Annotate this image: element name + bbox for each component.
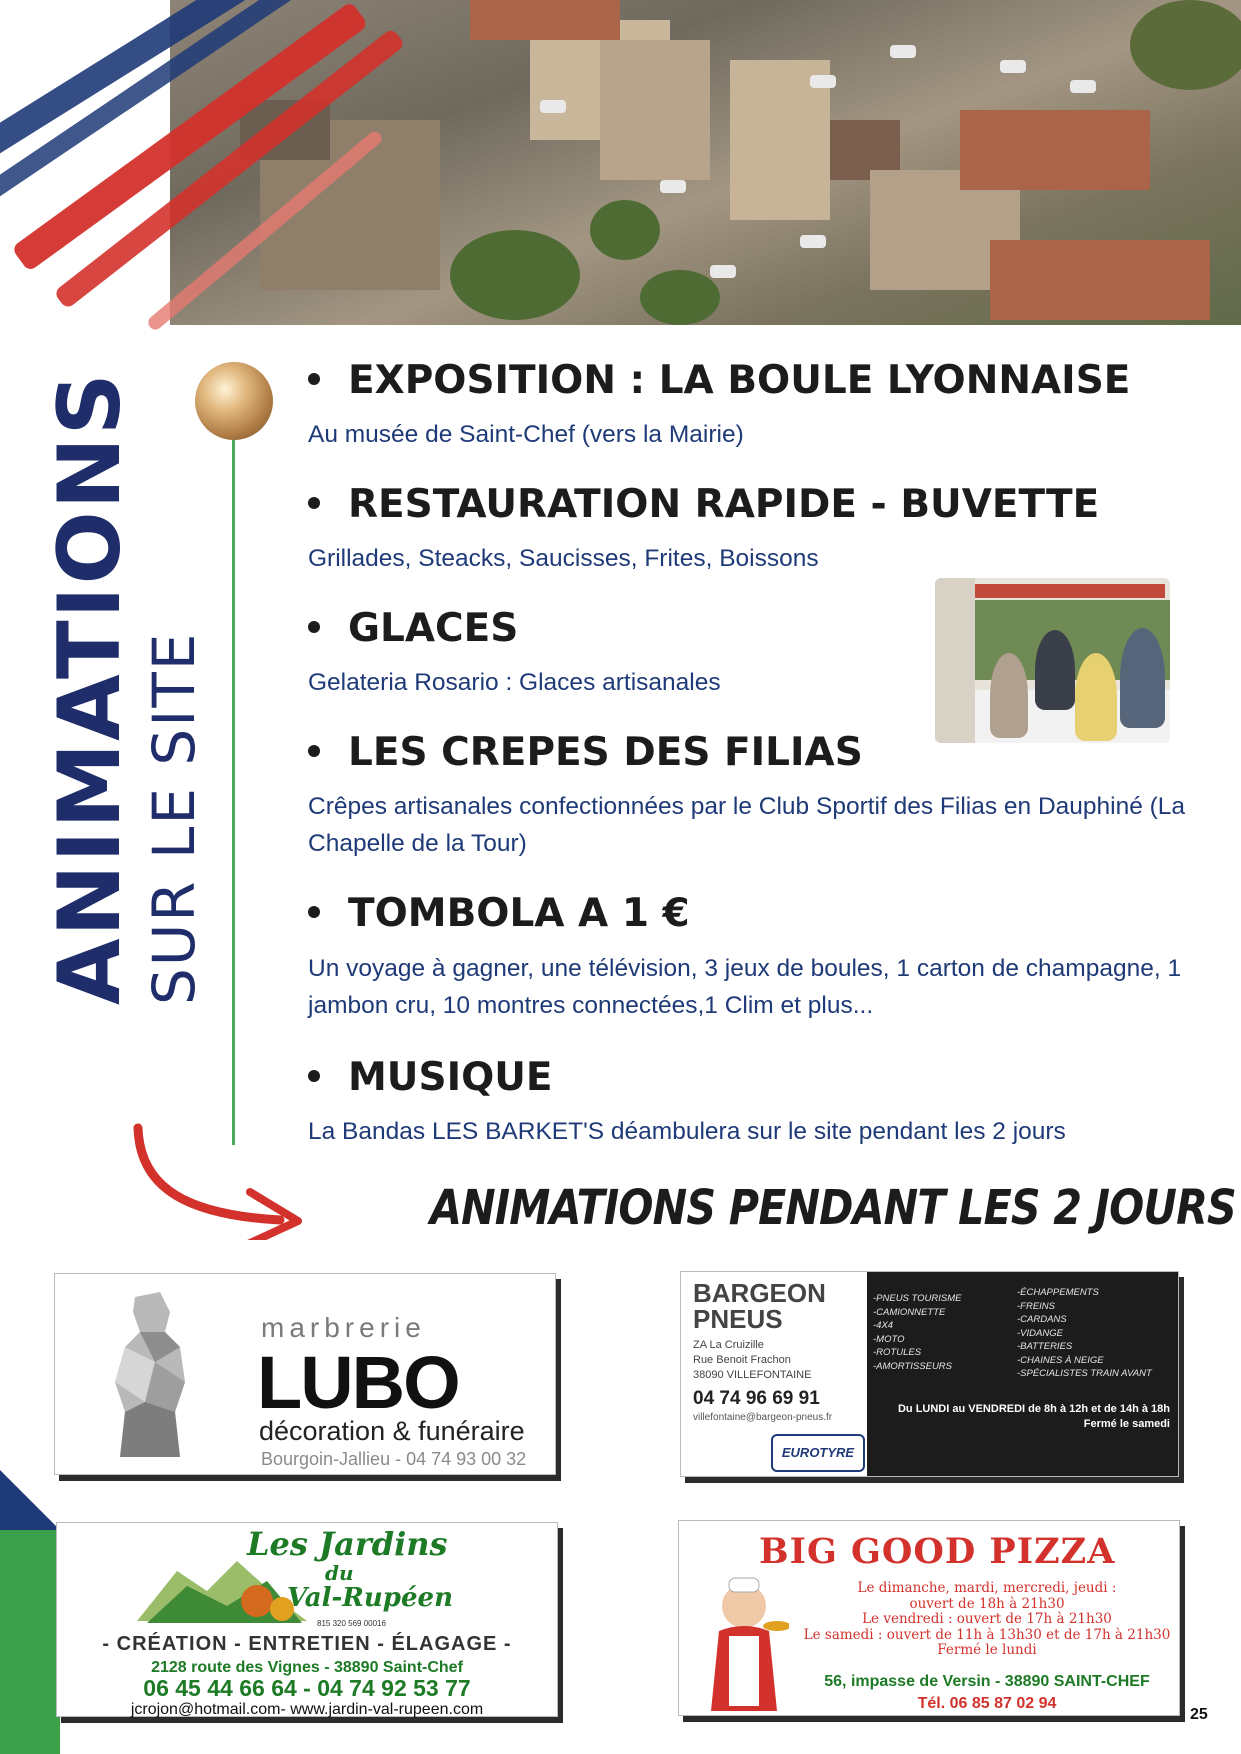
bullet-icon (308, 497, 320, 509)
item-title: RESTAURATION RAPIDE - BUVETTE (308, 482, 1099, 527)
jardins-name1: Les Jardins (247, 1525, 448, 1563)
item-desc: Au musée de Saint-Chef (vers la Mairie) (308, 421, 744, 448)
jardins-siret: 815 320 569 00016 (317, 1619, 386, 1628)
bargeon-email: villefontaine@bargeon-pneus.fr (693, 1412, 833, 1423)
stand-sign (975, 584, 1165, 598)
lubo-name: LUBO (257, 1341, 459, 1424)
item-desc: La Bandas LES BARKET'S déambulera sur le site pendant les 2 jours (308, 1118, 1066, 1145)
petanque-ball-image (195, 362, 273, 440)
jardins-contact: jcrojon@hotmail.com- www.jardin-val-rupeen.com (130, 1701, 484, 1718)
bullet-icon (308, 745, 320, 757)
bullet-icon (308, 621, 320, 633)
jardins-name2: du (325, 1561, 354, 1585)
ad-lubo[interactable] (54, 1273, 556, 1475)
item-title: EXPOSITION : LA BOULE LYONNAISE (308, 358, 1130, 403)
timeline-line (232, 440, 235, 1145)
ad-bargeon[interactable] (680, 1271, 1179, 1477)
eurotyre-logo: EUROTYRE (771, 1434, 865, 1472)
bullet-icon (308, 1070, 320, 1082)
landscape-logo-icon (137, 1551, 307, 1631)
item-desc: Un voyage à gagner, une télévision, 3 jeux de boules, 1 carton de champagne, 1 jambon cru, 10 montres connectées,1 Clim et plus... (308, 955, 1182, 1019)
pizza-address: 56, impasse de Versin - 38890 SAINT-CHEF (824, 1673, 1150, 1690)
statue-icon (85, 1292, 215, 1462)
bargeon-info (681, 1272, 867, 1476)
side-title (40, 371, 230, 1005)
red-arrow-icon (130, 1120, 310, 1240)
side-title-line1: ANIMATIONS (40, 371, 140, 1005)
lubo-brand-top: marbrerie (261, 1312, 426, 1343)
flag-brush-decoration (0, 0, 480, 330)
bargeon-hours: Du LUNDI au VENDREDI de 8h à 12h et de 14h à 18h Fermé le samedi (897, 1403, 1170, 1430)
services-right-list: -ÉCHAPPEMENTS -FREINS -CARDANS -VIDANGE -BATTERIES -CHAINES À NEIGE -SPÉCIALISTES TRAIN AVANT (1017, 1287, 1152, 1379)
bargeon-address: ZA La Cruizille Rue Benoit Frachon 38090 VILLEFONTAINE (693, 1339, 812, 1381)
bargeon-phone: 04 74 96 69 91 (693, 1388, 820, 1409)
jardins-address: 2128 route des Vignes - 38890 Saint-Chef (151, 1659, 463, 1676)
side-title-line2: SUR LE SITE (140, 631, 208, 1005)
item-title: MUSIQUE (308, 1055, 553, 1100)
item-title: TOMBOLA A 1 € (308, 891, 690, 936)
item-title: GLACES (308, 606, 518, 651)
bargeon-services-panel (867, 1272, 1178, 1476)
ad-jardins[interactable] (56, 1522, 558, 1717)
item-desc: Gelateria Rosario : Glaces artisanales (308, 669, 721, 696)
jardins-services: - CRÉATION - ENTRETIEN - ÉLAGAGE - (102, 1633, 512, 1655)
banner-text: ANIMATIONS PENDANT LES 2 JOURS (430, 1180, 1236, 1236)
bullet-icon (308, 373, 320, 385)
bargeon-name: BARGEON PNEUS (693, 1278, 826, 1334)
item-title: LES CREPES DES FILIAS (308, 730, 863, 775)
bullet-icon (308, 906, 320, 918)
pizza-chef-icon (699, 1576, 789, 1711)
pizza-name: BIG GOOD PIZZA (759, 1531, 1116, 1572)
pizza-phone: Tél. 06 85 87 02 94 (917, 1695, 1057, 1712)
services-left-list: -PNEUS TOURISME -CAMIONNETTE -4X4 -MOTO -ROTULES -AMORTISSEURS (873, 1293, 962, 1372)
item-desc: Crêpes artisanales confectionnées par le Club Sportif des Filias en Dauphiné (La Chapelle de la Tour) (308, 793, 1186, 857)
lubo-tagline: décoration & funéraire (259, 1416, 525, 1446)
jardins-name3: Val-Rupéen (287, 1583, 453, 1613)
page-number: 25 (1190, 1706, 1208, 1723)
jardins-phones: 06 45 44 66 64 - 04 74 92 53 77 (143, 1675, 471, 1701)
ad-pizza[interactable] (678, 1520, 1180, 1716)
pizza-hours: Le dimanche, mardi, mercredi, jeudi : ouvert de 18h à 21h30 Le vendredi : ouvert de 17h à 21h30 Le samedi : ouvert de 11h à 13h30 et de 17h à 21h30 Fermé le lundi (803, 1580, 1171, 1658)
item-desc: Grillades, Steacks, Saucisses, Frites, Boissons (308, 545, 819, 572)
icecream-stand-photo (935, 578, 1170, 743)
lubo-address: Bourgoin-Jallieu - 04 74 93 00 32 (261, 1449, 527, 1469)
